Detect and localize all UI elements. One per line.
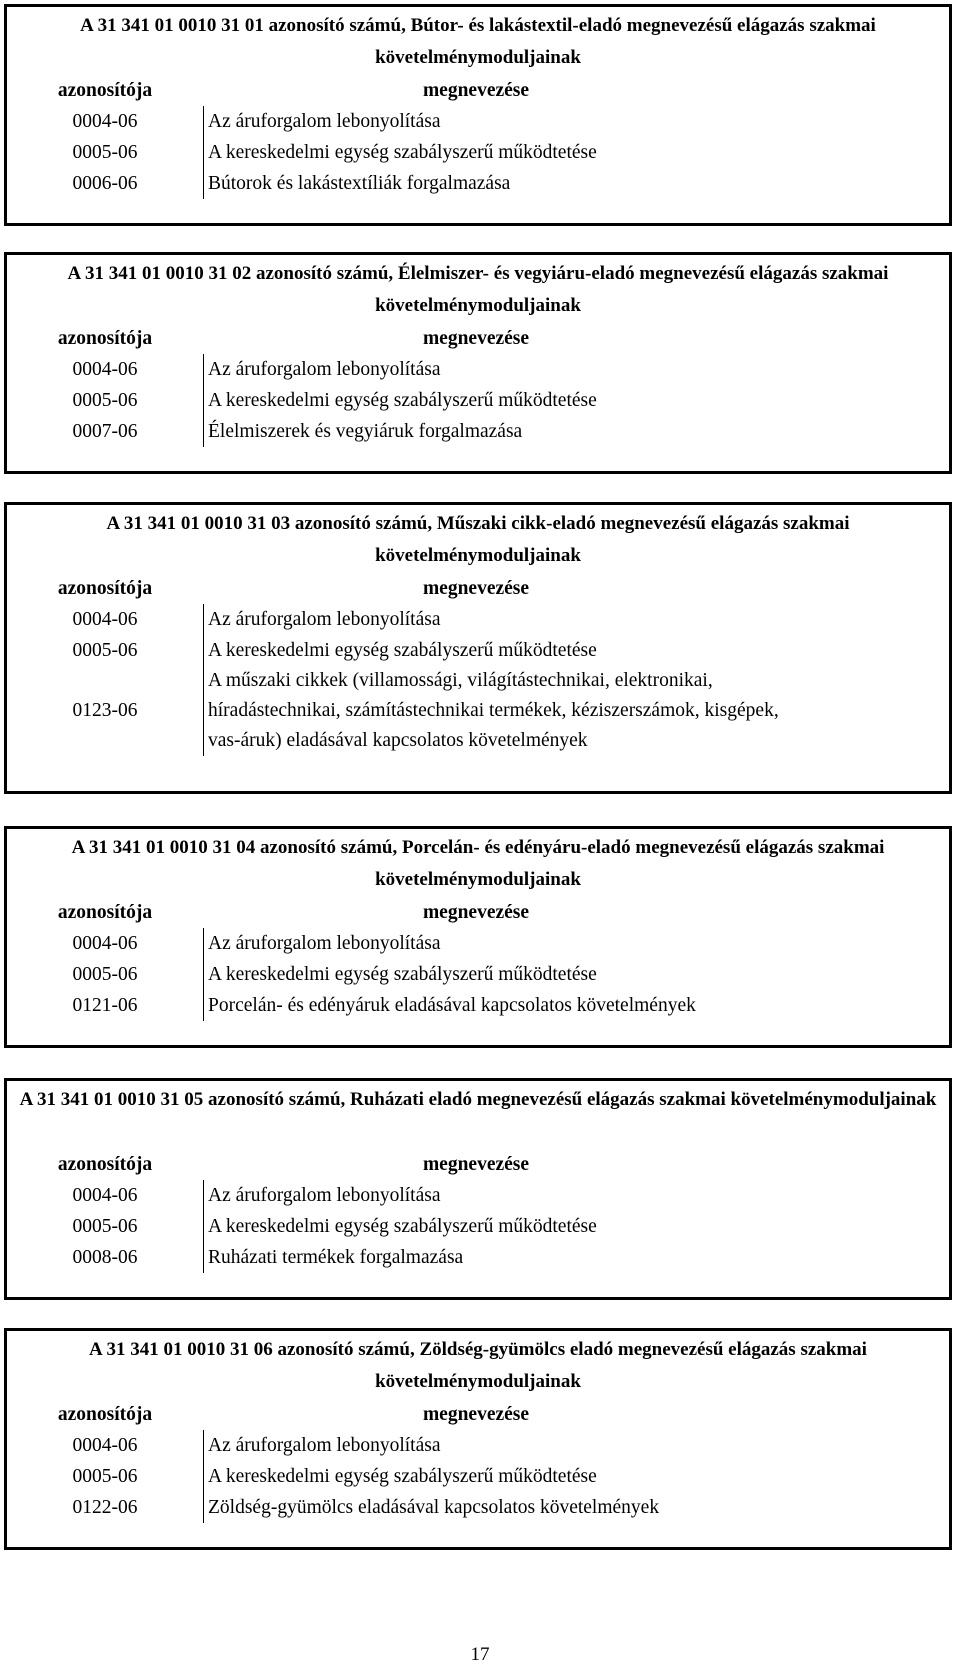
header-id: azonosítója (57, 79, 153, 101)
table-row (7, 959, 949, 990)
row-id: 0121-06 (72, 994, 138, 1016)
table-row (7, 385, 949, 416)
row-id: 0008-06 (72, 1246, 138, 1268)
header-name: megnevezése (422, 327, 530, 349)
row-name: A kereskedelmi egység szabályszerű működtetése (208, 963, 597, 985)
table-row (7, 416, 949, 447)
page-number: 17 (470, 1644, 490, 1665)
table-row (7, 1180, 949, 1211)
table-row (7, 354, 949, 385)
header-id: azonosítója (57, 901, 153, 923)
row-id: 0123-06 (72, 700, 138, 721)
row-id: 0004-06 (72, 1434, 138, 1456)
table-title: A 31 341 01 0010 31 04 azonosító számú, Porcelán- és edényáru-eladó megnevezésű elágazás szakmai követelménymoduljainak (71, 837, 885, 890)
module-table-02 (4, 252, 952, 474)
table-row (7, 604, 949, 635)
row-id: 0004-06 (72, 608, 138, 630)
row-name: Zöldség-gyümölcs eladásával kapcsolatos követelmények (203, 1492, 949, 1523)
row-id: 0005-06 (72, 141, 138, 163)
table-title: A 31 341 01 0010 31 05 azonosító számú, Ruházati eladó megnevezésű elágazás szakmai követelménymoduljainak (19, 1089, 937, 1110)
row-name: A kereskedelmi egység szabályszerű működtetése (208, 1215, 597, 1237)
row-name: A kereskedelmi egység szabályszerű működtetése (208, 1465, 597, 1487)
table-row (7, 1461, 949, 1492)
row-name: Az áruforgalom lebonyolítása (208, 608, 441, 630)
header-id: azonosítója (57, 327, 153, 349)
table-header (7, 1149, 949, 1180)
row-name: Az áruforgalom lebonyolítása (208, 932, 441, 954)
row-id: 0005-06 (72, 389, 138, 411)
table-title: A 31 341 01 0010 31 02 azonosító számú, Élelmiszer- és vegyiáru-eladó megnevezésű elágazás szakmai követelménymoduljainak (67, 263, 889, 316)
header-name: megnevezése (422, 901, 530, 923)
table-title: A 31 341 01 0010 31 03 azonosító számú, Műszaki cikk-eladó megnevezésű elágazás szakmai követelménymoduljainak (106, 513, 850, 566)
table-header (7, 1399, 949, 1430)
row-name: A kereskedelmi egység szabályszerű működtetése (208, 639, 597, 661)
table-row (7, 106, 949, 137)
row-id: 0006-06 (72, 172, 138, 194)
row-id: 0004-06 (72, 110, 138, 132)
table-row (7, 635, 949, 666)
row-name: Az áruforgalom lebonyolítása (208, 110, 441, 132)
table-row (7, 168, 949, 199)
table-header (7, 897, 949, 928)
row-name: Az áruforgalom lebonyolítása (208, 1434, 441, 1456)
table-row (7, 990, 949, 1021)
table-row (7, 1430, 949, 1461)
row-id: 0004-06 (72, 358, 138, 380)
row-name (203, 666, 949, 756)
table-row (7, 1492, 949, 1523)
header-id: azonosítója (57, 577, 153, 599)
header-name: megnevezése (422, 1403, 530, 1425)
row-name: Porcelán- és edényáruk eladásával kapcsolatos követelmények (203, 990, 949, 1021)
table-row (7, 137, 949, 168)
row-id: 0005-06 (72, 963, 138, 985)
header-name: megnevezése (422, 1153, 530, 1175)
table-header (7, 323, 949, 354)
row-name: Bútorok és lakástextíliák forgalmazása (203, 168, 949, 199)
table-row (7, 1211, 949, 1242)
table-title: A 31 341 01 0010 31 06 azonosító számú, Zöldség-gyümölcs eladó megnevezésű elágazás szakmai követelménymoduljainak (89, 1339, 867, 1392)
row-id: 0004-06 (72, 932, 138, 954)
row-id: 0005-06 (72, 1465, 138, 1487)
header-id: azonosítója (57, 1153, 153, 1175)
row-name: Az áruforgalom lebonyolítása (208, 358, 441, 380)
module-table-06 (4, 1328, 952, 1550)
row-name-line: híradástechnikai, számítástechnikai termékek, kéziszerszámok, kisgépek, (208, 700, 779, 721)
row-name: Élelmiszerek és vegyiáruk forgalmazása (203, 416, 949, 447)
row-id: 0007-06 (72, 420, 138, 442)
table-header (7, 75, 949, 106)
table-row (7, 928, 949, 959)
row-name-line: A műszaki cikkek (villamossági, világítástechnikai, elektronikai, (208, 670, 713, 691)
row-id: 0005-06 (72, 1215, 138, 1237)
row-id: 0005-06 (72, 639, 138, 661)
table-row (7, 1242, 949, 1273)
row-name: Ruházati termékek forgalmazása (203, 1242, 949, 1273)
row-id: 0122-06 (72, 1496, 138, 1518)
module-table-05 (4, 1078, 952, 1300)
row-name: A kereskedelmi egység szabályszerű működtetése (208, 389, 597, 411)
module-table-01 (4, 4, 952, 226)
row-name-line: vas-áruk) eladásával kapcsolatos követelmények (208, 730, 588, 751)
header-name: megnevezése (422, 577, 530, 599)
table-title: A 31 341 01 0010 31 01 azonosító számú, Bútor- és lakástextil-eladó megnevezésű elágazás szakmai követelménymoduljainak (80, 15, 876, 68)
module-table-03 (4, 502, 952, 794)
row-name: Az áruforgalom lebonyolítása (208, 1184, 441, 1206)
header-name: megnevezése (422, 79, 530, 101)
table-row (7, 666, 949, 756)
row-id: 0004-06 (72, 1184, 138, 1206)
module-table-04 (4, 826, 952, 1048)
table-header (7, 573, 949, 604)
header-id: azonosítója (57, 1403, 153, 1425)
row-name: A kereskedelmi egység szabályszerű működtetése (208, 141, 597, 163)
